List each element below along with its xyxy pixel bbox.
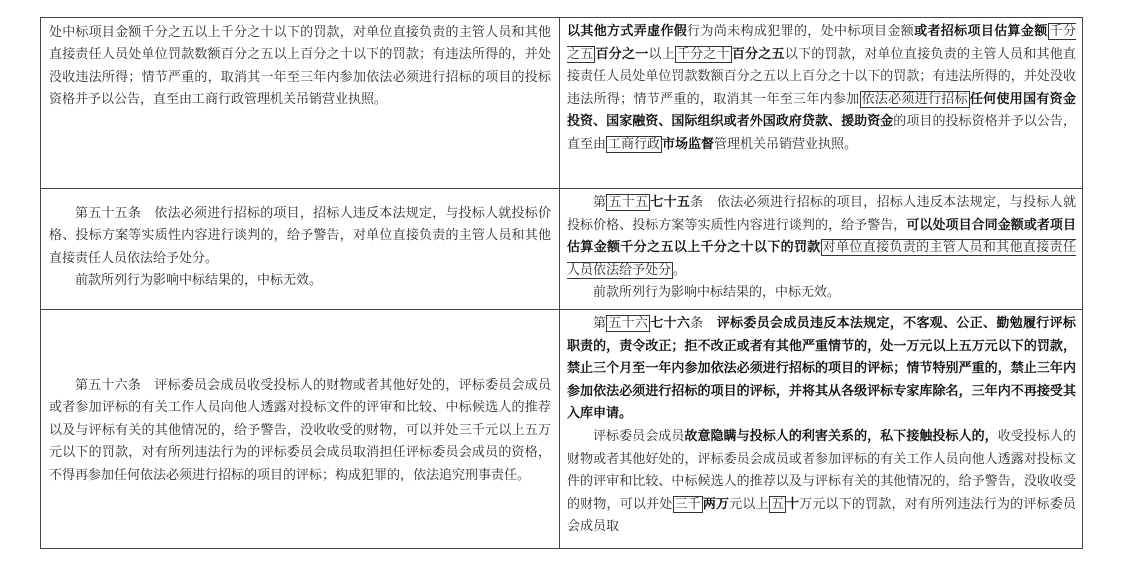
added-text: 百分之五 — [731, 46, 785, 62]
kept-text: 评标委员会成员 — [593, 428, 685, 444]
revised-paragraph — [567, 426, 1076, 539]
comparison-table — [40, 17, 1083, 549]
kept-text: 元以上 — [729, 496, 769, 512]
kept-text: 条 — [690, 316, 717, 331]
original-paragraph: 第五十五条 依法必须进行招标的项目，招标人违反本法规定，与投标人就投标价格、投标方案等实质性内容进行谈判的，给予警告，对单位直接负责的主管人员和其他直接责任人员依法给予处分。 — [49, 206, 551, 266]
deleted-text: 五十五 — [608, 195, 649, 210]
added-text: 百分之一 — [595, 46, 649, 62]
table-row — [41, 309, 1082, 548]
deleted-text: 工商行政 — [608, 136, 661, 152]
added-text: 任何使用国有资金投资、国家融资、国际组织或者外国政府贷款、援助资金 — [567, 91, 1076, 130]
deleted-text: 千分之五 — [567, 24, 1076, 62]
original-text-cell — [41, 18, 560, 188]
kept-text: 第 — [593, 316, 607, 331]
table-row — [41, 18, 1082, 188]
added-text: 十 — [786, 496, 800, 512]
kept-text: 以上 — [648, 46, 675, 62]
added-text: 以其他方式弄虚作假 — [567, 24, 688, 39]
original-paragraph: 前款所列行为影响中标结果的，中标无效。 — [75, 273, 323, 289]
kept-text: 条 依法必须进行招标的项目，招标人违反本法规定，与投标人就投标价格、投标方案等实质性内容进行谈判的，给予警告， — [567, 195, 1076, 233]
added-text: 评标委员会成员违反本法规定，不客观、公正、勤勉履行评标职责的，责令改正；拒不改正或者有其他严重情节的，处一万元以上五万元以下的罚款，禁止三个月至一年内参加依法必须进行招标的项目的评标；情节特别严重的，禁止三年内参加依法必须进行招标的项目的评标，并将其从各级评标专家库除名，三年内不再接受其入库申请。 — [567, 316, 1076, 422]
revised-text-cell — [560, 189, 1082, 309]
kept-text: 万元以下的罚款，对有所列违法行为的评标委员会成员取 — [567, 496, 1076, 535]
deleted-text: 三千 — [674, 496, 701, 512]
added-text: 可以处项目合同金额或者项目估算金额千分之五以上千分之十以下的罚款 — [567, 217, 1076, 256]
added-text: 七十六 — [650, 316, 691, 331]
added-text: 故意隐瞒与投标人的利害关系的，私下接触投标人的， — [684, 428, 998, 444]
revised-text-cell — [560, 18, 1082, 188]
revised-paragraph — [567, 192, 1076, 282]
revised-paragraph: 前款所列行为影响中标结果的，中标无效。 — [593, 285, 841, 301]
revised-text-cell — [560, 310, 1082, 548]
kept-text: 管理机关吊销营业执照。 — [714, 136, 858, 152]
deleted-text: 千分之十 — [676, 46, 730, 62]
added-text: 市场监督 — [662, 136, 715, 152]
original-paragraph: 第五十六条 评标委员会成员收受投标人的财物或者其他好处的，评标委员会成员或者参加评标的有关工作人员向他人透露对投标文件的评审和比较、中标候选人的推荐以及与评标有关的其他情况的，给予警告，没收收受的财物，可以并处三千元以上五万元以下的罚款，对有所列违法行为的评标委员会成员取消担任评标委员会成员的资格，不得再参加任何依法必须进行招标的项目的评标；构成犯罪的，依法追究刑事责任。 — [49, 377, 551, 483]
original-text-cell — [41, 310, 560, 548]
revised-paragraph — [567, 313, 1076, 426]
original-text-cell — [41, 189, 560, 309]
deleted-text: 五 — [770, 496, 784, 512]
deleted-text: 依法必须进行招标 — [861, 91, 968, 107]
revised-paragraph — [567, 21, 1076, 157]
added-text: 或者招标项目估算金额 — [914, 24, 1048, 39]
deleted-text: 五十六 — [608, 316, 649, 331]
original-paragraph: 处中标项目金额千分之五以上千分之十以下的罚款，对单位直接负责的主管人员和其他直接责任人员处单位罚款数额百分之五以上百分之十以下的罚款；有违法所得的，并处没收违法所得；情节严重的，取消其一年至三年内参加依法必须进行招标的项目的投标资格并予以公告，直至由工商行政管理机关吊销营业执照。 — [49, 25, 551, 108]
kept-text: 以下的罚款，对单位直接负责的主管人员和其他直接责任人员处单位罚款数额百分之五以上百分之十以下的罚款；有违法所得的，并处没收违法所得；情节严重的，取消其一年至三年内参加 — [567, 46, 1076, 107]
kept-text: 第 — [593, 195, 607, 210]
kept-text: 收受投标人的财物或者其他好处的，评标委员会成员或者参加评标的有关工作人员向他人透露对投标文件的评审和比较、中标候选人的推荐以及与评标有关的其他情况的，给予警告，没收收受的财物，可以并处 — [567, 428, 1076, 512]
kept-text: 。 — [673, 262, 687, 278]
added-text: 两万 — [702, 496, 730, 512]
added-text: 七十五 — [650, 195, 691, 210]
kept-text: 行为尚未构成犯罪的，处中标项目金额 — [687, 24, 915, 39]
kept-text: 的项目的投标资格并予以公告，直至由 — [567, 114, 1076, 152]
deleted-text: 对单位直接负责的主管人员和其他直接责任人员依法给予处分 — [567, 240, 1076, 278]
table-row — [41, 188, 1082, 309]
